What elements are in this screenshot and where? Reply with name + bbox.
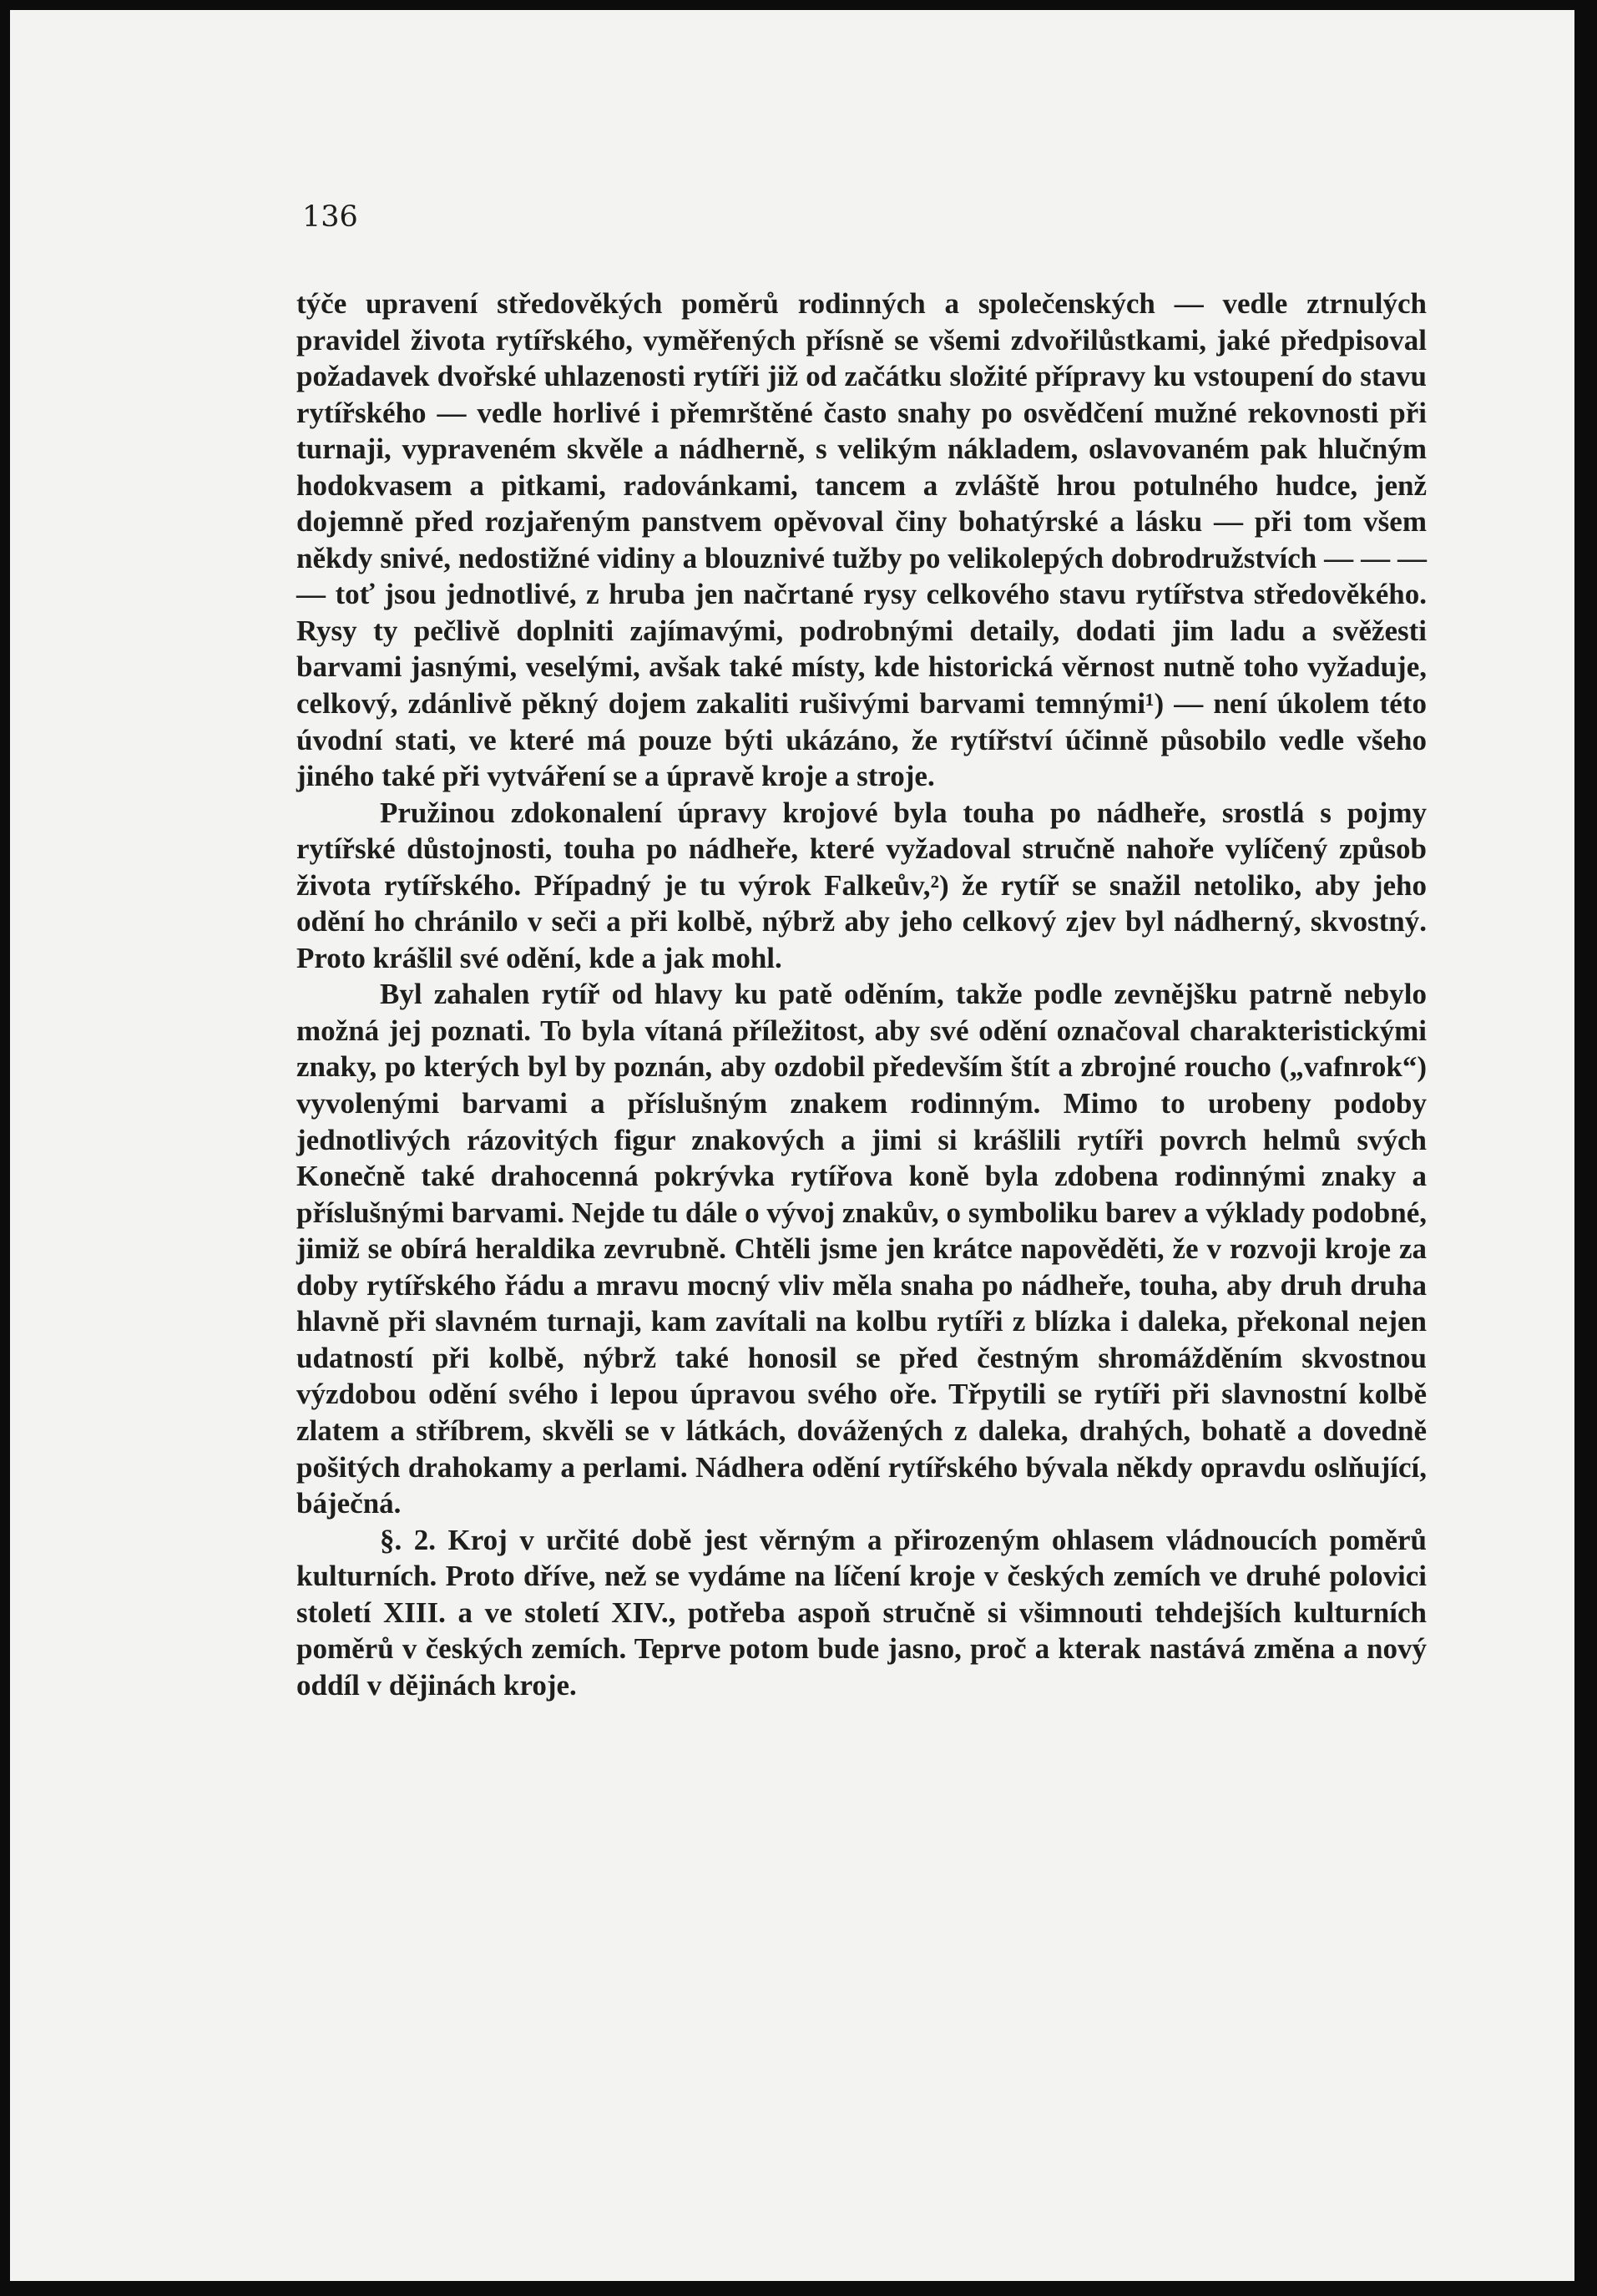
body-text — [296, 286, 1427, 1703]
paragraph: Byl zahalen rytíř od hlavy ku patě oděním, takže podle zevnějšku patrně nebylo možná jej poznati. To byla vítaná příležitost, aby své odění označoval charakteristickými znaky, po kterých byl by poznán, aby ozdobil především štít a zbrojné roucho („vafnrok“) vyvolenými barvami a příslušným znakem rodinným. Mimo to urobeny podoby jednotlivých rázovitých figur znakových a jimi si krášlili rytíři povrch helmů svých Konečně také drahocenná pokrývka rytířova koně byla zdobena rodinnými znaky a příslušnými barvami. Nejde tu dále o vývoj znakův, o symboliku barev a výklady podobné, jimiž se obírá heraldika zevrubně. Chtěli jsme jen krátce napověděti, že v rozvoji kroje za doby rytířského řádu a mravu mocný vliv měla snaha po nádheře, touha, aby druh druha hlavně při slavném turnaji, kam zavítali na kolbu rytíři z blízka i daleka, překonal nejen udatností při kolbě, nýbrž také honosil se před čestným shromážděním skvostnou výzdobou odění svého i lepou úpravou svého oře. Třpytili se rytíři při slavnostní kolbě zlatem a stříbrem, skvěli se v látkách, dovážených z daleka, drahých, bohatě a dovedně pošitých drahokamy a perlami. Nádhera odění rytířského bývala někdy opravdu oslňující, báječná. — [296, 978, 1427, 1520]
book-page — [10, 10, 1574, 2281]
paragraph: Pružinou zdokonalení úpravy krojové byla touha po nádheře, srostlá s pojmy rytířské důstojnosti, touha po nádheře, které vyžadoval stručně nahoře vylíčený způsob života rytířského. Případný je tu výrok Falkeův,²) že rytíř se snažil netoliko, aby jeho odění ho chránilo v seči a při kolbě, nýbrž aby jeho celkový zjev byl nádherný, skvostný. Proto krášlil své odění, kde a jak mohl. — [296, 796, 1427, 974]
page-number: 136 — [302, 200, 358, 234]
paragraph: §. 2. Kroj v určité době jest věrným a přirozeným ohlasem vládnoucích poměrů kulturních. Proto dříve, než se vydáme na líčení kroje v českých zemích ve druhé polovici století XIII. a ve století XIV., potřeba aspoň stručně si všimnouti tehdejších kulturních poměrů v českých zemích. Teprve potom bude jasno, proč a kterak nastává změna a nový oddíl v dějinách kroje. — [296, 1523, 1427, 1702]
paragraph: týče upravení středověkých poměrů rodinných a společenských — vedle ztrnulých pravidel života rytířského, vyměřených přísně se všemi zdvořilůstkami, jaké předpisoval požadavek dvořské uhlazenosti rytíři již od začátku složité přípravy ku vstoupení do stavu rytířského — vedle horlivé i přemrštěné často snahy po osvědčení mužné rekovnosti při turnaji, vypraveném skvěle a nádherně, s velikým nákladem, oslavovaném pak hlučným hodokvasem a pitkami, radovánkami, tancem a zvláště hrou potulného hudce, jenž dojemně před rozjařeným panstvem opěvoval činy bohatýrské a lásku — při tom všem někdy snivé, nedostižné vidiny a blouznivé tužby po velikolepých dobrodružstvích — — — — toť jsou jednotlivé, z hruba jen načrtané rysy celkového stavu rytířstva středověkého. Rysy ty pečlivě doplniti zajímavými, podrobnými detaily, dodati jim ladu a svěžesti barvami jasnými, veselými, avšak také místy, kde historická věrnost nutně toho vyžaduje, celkový, zdánlivě pěkný dojem zakaliti rušivými barvami temnými¹) — není úkolem této úvodní stati, ve které má pouze býti ukázáno, že rytířství účinně působilo vedle všeho jiného také při vytváření se a úpravě kroje a stroje. — [296, 287, 1427, 793]
